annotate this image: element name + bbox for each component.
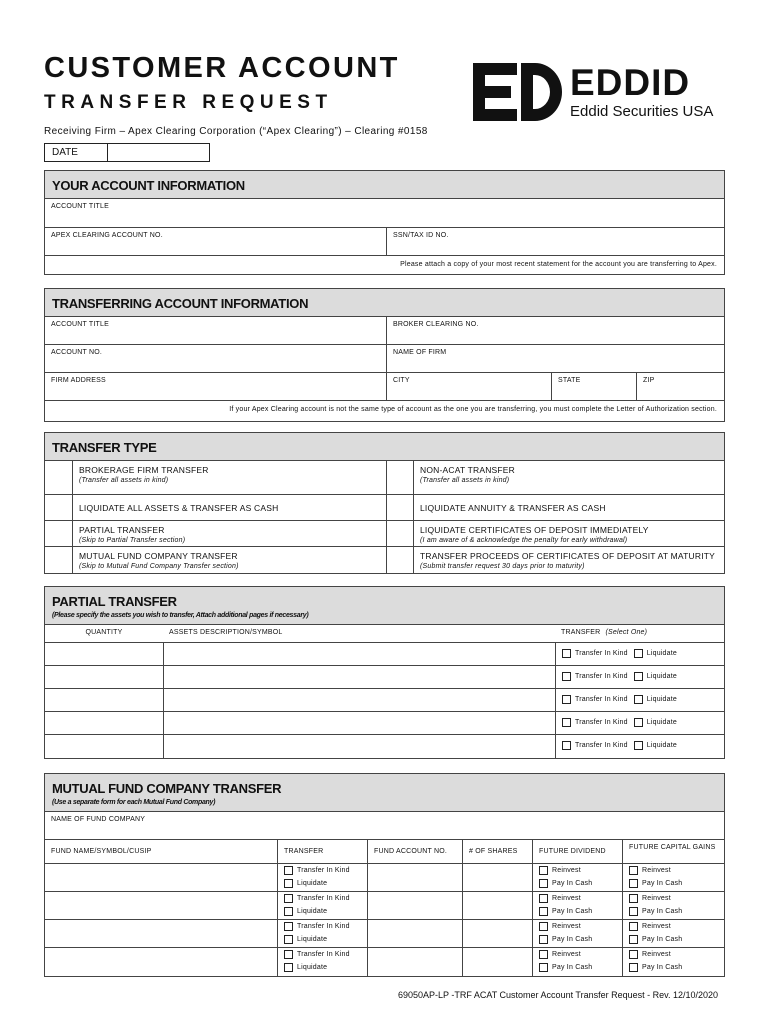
transfer-in-kind-option[interactable] [284,867,350,874]
checkbox[interactable] [284,935,293,944]
fund-name-input[interactable] [45,920,277,947]
mf-transfer-choice [277,864,367,891]
gains-column-header: FUTURE CAPITAL GAINS [622,840,724,863]
fund-account-input[interactable] [367,920,462,947]
checkbox[interactable] [634,649,643,658]
fund-name-input[interactable] [45,864,277,891]
table-row [45,712,724,735]
checkbox[interactable] [539,935,548,944]
checkbox[interactable] [562,718,571,727]
reinvest-option-label: Reinvest [552,867,581,874]
table-row [45,735,724,758]
fund-name-column-header: FUND NAME/SYMBOL/CUSIP [51,848,152,855]
checkbox[interactable] [629,907,638,916]
gains-choice [622,948,726,976]
transfer-type-checkbox[interactable] [386,495,413,520]
firm-name-field[interactable] [386,345,724,372]
table-row [45,666,724,689]
pay-in-cash-option-label: Pay In Cash [642,908,683,915]
pay-in-cash-option[interactable] [539,936,592,943]
fund-account-column-header: FUND ACCOUNT NO. [367,840,462,863]
footer-form-number: 69050AP-LP -TRF ACAT Customer Account Transfer Request - Rev. 12/10/2020 [398,990,718,1000]
checkbox[interactable] [284,866,293,875]
account-title-field[interactable] [45,199,724,228]
authorization-note: If your Apex Clearing account is not the same type of account as the one you are transferring, you must complete the Letter of Authorization section. [229,406,717,413]
liquidate-option-label: Liquidate [297,908,328,915]
checkbox[interactable] [629,935,638,944]
checkbox[interactable] [629,963,638,972]
pay-in-cash-option-label: Pay In Cash [552,908,593,915]
transfer-type-option-label: TRANSFER PROCEEDS OF CERTIFICATES OF DEPOSIT AT MATURITY [420,551,716,561]
pay-in-cash-option-label: Pay In Cash [642,880,683,887]
checkbox[interactable] [562,695,571,704]
checkbox[interactable] [284,907,293,916]
logo-name: EDDID [570,62,691,103]
fund-company-field[interactable] [45,812,724,840]
form-subtitle: TRANSFER REQUEST [44,92,333,113]
transfer-in-kind-option-label: Transfer In Kind [297,867,350,874]
reinvest-option[interactable] [539,867,581,874]
transfer-type-checkbox[interactable] [386,547,413,573]
zip-field[interactable] [636,373,724,400]
checkbox[interactable] [629,866,638,875]
transfer-type-checkbox[interactable] [45,461,72,494]
partial-transfer-heading: PARTIAL TRANSFER [52,594,177,609]
pay-in-cash-option-label: Pay In Cash [642,964,683,971]
mf-transfer-choice [277,948,367,976]
checkbox[interactable] [629,950,638,959]
mutual-fund-sub: (Use a separate form for each Mutual Fund Company) [52,799,216,806]
assets-column-header: ASSETS DESCRIPTION/SYMBOL [169,629,283,636]
table-row [45,689,724,712]
checkbox[interactable] [539,907,548,916]
transfer-select-note: (Select One) [605,629,648,636]
reinvest-option[interactable] [629,867,671,874]
pay-in-cash-option[interactable] [539,964,592,971]
transferring-account-title-field[interactable] [45,317,386,344]
mutual-fund-section [44,773,725,977]
apex-account-label: APEX CLEARING ACCOUNT NO. [51,232,163,239]
transfer-in-kind-option[interactable] [562,742,628,749]
transfer-type-option-note: (Skip to Partial Transfer section) [79,537,186,544]
checkbox[interactable] [629,894,638,903]
checkbox[interactable] [284,963,293,972]
transfer-in-kind-option-label: Transfer In Kind [575,696,628,703]
date-label: DATE [45,144,108,161]
dividend-choice [532,892,622,919]
shares-input[interactable] [462,892,532,919]
reinvest-option-label: Reinvest [552,923,581,930]
checkbox[interactable] [634,718,643,727]
liquidate-option[interactable] [284,936,327,943]
dividend-choice [532,948,622,976]
fund-name-input[interactable] [45,892,277,919]
pay-in-cash-option-label: Pay In Cash [552,936,593,943]
transfer-type-option[interactable] [72,521,386,546]
liquidate-option[interactable] [284,964,327,971]
state-label: STATE [558,377,581,384]
checkbox[interactable] [634,672,643,681]
transfer-in-kind-option-label: Transfer In Kind [575,719,628,726]
mutual-fund-heading: MUTUAL FUND COMPANY TRANSFER [52,781,282,796]
reinvest-option[interactable] [539,923,581,930]
checkbox[interactable] [539,879,548,888]
partial-transfer-section [44,586,725,759]
pay-in-cash-option-label: Pay In Cash [642,936,683,943]
liquidate-option-label: Liquidate [646,719,677,726]
transfer-type-heading: TRANSFER TYPE [45,433,724,461]
liquidate-option[interactable] [634,696,677,703]
reinvest-option-label: Reinvest [642,867,671,874]
partial-transfer-sub: (Please specify the assets you wish to transfer, Attach additional pages if necessary) [52,612,309,619]
transfer-choice [555,712,724,734]
ssn-label: SSN/TAX ID NO. [393,232,449,239]
pay-in-cash-option-label: Pay In Cash [552,964,593,971]
gains-choice [622,892,726,919]
checkbox[interactable] [284,922,293,931]
transfer-in-kind-option[interactable] [284,923,350,930]
transfer-type-checkbox[interactable] [386,521,413,546]
shares-column-header: # OF SHARES [462,840,532,863]
liquidate-option-label: Liquidate [646,696,677,703]
checkbox[interactable] [284,879,293,888]
quantity-input[interactable] [45,643,163,665]
transfer-in-kind-option[interactable] [562,719,628,726]
pay-in-cash-option[interactable] [629,880,682,887]
checkbox[interactable] [539,866,548,875]
reinvest-option-label: Reinvest [642,895,671,902]
transfer-type-option-note: (Transfer all assets in kind) [420,477,510,484]
asset-description-input[interactable] [163,666,555,688]
table-row [45,643,724,666]
liquidate-option-label: Liquidate [646,650,677,657]
transfer-choice [555,666,724,688]
zip-label: ZIP [643,377,655,384]
transfer-in-kind-option[interactable] [284,951,350,958]
transfer-type-option[interactable] [413,461,726,494]
fund-account-input[interactable] [367,864,462,891]
checkbox[interactable] [539,894,548,903]
reinvest-option-label: Reinvest [552,895,581,902]
statement-note: Please attach a copy of your most recent statement for the account you are transferring to Apex. [400,261,717,268]
city-field[interactable] [386,373,551,400]
pay-in-cash-option[interactable] [539,908,592,915]
checkbox[interactable] [562,672,571,681]
asset-description-input[interactable] [163,689,555,711]
transfer-in-kind-option[interactable] [562,650,628,657]
table-row [45,864,724,892]
transfer-in-kind-option-label: Transfer In Kind [297,951,350,958]
pay-in-cash-option[interactable] [539,880,592,887]
date-field[interactable] [44,143,210,162]
transferring-account-no-label: ACCOUNT NO. [51,349,103,356]
transfer-choice [555,643,724,665]
transfer-type-option-note: (Transfer all assets in kind) [79,477,169,484]
reinvest-option-label: Reinvest [552,951,581,958]
liquidate-option-label: Liquidate [297,964,328,971]
transfer-column-label: TRANSFER [561,629,601,636]
apex-account-field[interactable] [45,228,386,255]
mf-transfer-column-header: TRANSFER [277,840,367,863]
transfer-type-option-label: MUTUAL FUND COMPANY TRANSFER [79,551,238,561]
transfer-in-kind-option-label: Transfer In Kind [297,895,350,902]
pay-in-cash-option-label: Pay In Cash [552,880,593,887]
reinvest-option[interactable] [629,923,671,930]
transfer-type-section [44,432,725,574]
transfer-type-checkbox[interactable] [386,461,413,494]
mf-transfer-choice [277,920,367,947]
liquidate-option[interactable] [634,719,677,726]
liquidate-option[interactable] [634,742,677,749]
transfer-type-option[interactable] [413,495,726,520]
liquidate-option[interactable] [634,650,677,657]
state-field[interactable] [551,373,636,400]
transfer-choice [555,735,724,758]
transferring-account-heading: TRANSFERRING ACCOUNT INFORMATION [45,289,724,317]
asset-description-input[interactable] [163,735,555,758]
your-account-heading: YOUR ACCOUNT INFORMATION [45,171,724,199]
checkbox[interactable] [562,649,571,658]
checkbox[interactable] [634,741,643,750]
logo-subtitle: Eddid Securities USA [570,103,714,120]
dividend-column-header: FUTURE DIVIDEND [532,840,622,863]
firm-address-field[interactable] [45,373,386,400]
transfer-type-option[interactable] [413,547,726,573]
dividend-choice [532,920,622,947]
mutual-fund-heading-block [45,774,724,812]
your-account-section [44,170,725,275]
partial-transfer-heading-block [45,587,724,625]
transfer-type-option-label: LIQUIDATE CERTIFICATES OF DEPOSIT IMMEDIATELY [420,525,649,535]
table-row [45,892,724,920]
mf-transfer-choice [277,892,367,919]
transfer-type-option-label: LIQUIDATE ALL ASSETS & TRANSFER AS CASH [79,503,279,513]
transfer-column-header [555,625,724,642]
checkbox[interactable] [284,894,293,903]
liquidate-option-label: Liquidate [297,936,328,943]
checkbox[interactable] [629,922,638,931]
liquidate-option[interactable] [284,880,327,887]
transfer-type-checkbox[interactable] [45,521,72,546]
liquidate-option-label: Liquidate [297,880,328,887]
transfer-type-option-label: NON-ACAT TRANSFER [420,465,516,475]
fund-account-input[interactable] [367,892,462,919]
account-title-label: ACCOUNT TITLE [51,203,109,210]
shares-input[interactable] [462,920,532,947]
gains-choice [622,864,726,891]
firm-name-label: NAME OF FIRM [393,349,447,356]
fund-name-input[interactable] [45,948,277,976]
checkbox[interactable] [539,950,548,959]
firm-address-label: FIRM ADDRESS [51,377,106,384]
liquidate-option-label: Liquidate [646,673,677,680]
checkbox[interactable] [284,950,293,959]
transfer-type-option-note: (Submit transfer request 30 days prior to maturity) [420,563,585,570]
checkbox[interactable] [629,879,638,888]
checkbox[interactable] [634,695,643,704]
quantity-input[interactable] [45,712,163,734]
transfer-in-kind-option-label: Transfer In Kind [575,650,628,657]
transferring-account-no-field[interactable] [45,345,386,372]
transfer-in-kind-option[interactable] [284,895,350,902]
transfer-type-option-label: BROKERAGE FIRM TRANSFER [79,465,209,475]
ssn-field[interactable] [386,228,724,255]
broker-clearing-label: BROKER CLEARING NO. [393,321,479,328]
liquidate-option[interactable] [284,908,327,915]
dividend-choice [532,864,622,891]
transfer-in-kind-option[interactable] [562,696,628,703]
pay-in-cash-option[interactable] [629,936,682,943]
reinvest-option-label: Reinvest [642,951,671,958]
transfer-type-option[interactable] [72,461,386,494]
reinvest-option-label: Reinvest [642,923,671,930]
quantity-column-header: QUANTITY [85,629,123,636]
broker-clearing-field[interactable] [386,317,724,344]
fund-company-label: NAME OF FUND COMPANY [51,816,146,823]
transfer-type-option[interactable] [413,521,726,546]
quantity-input[interactable] [45,735,163,758]
transfer-choice [555,689,724,711]
asset-description-input[interactable] [163,643,555,665]
reinvest-option[interactable] [539,895,581,902]
transfer-type-option-label: PARTIAL TRANSFER [79,525,165,535]
transfer-type-checkbox[interactable] [45,547,72,573]
transfer-in-kind-option[interactable] [562,673,628,680]
pay-in-cash-option[interactable] [629,908,682,915]
transferring-account-section [44,288,725,422]
quantity-input[interactable] [45,689,163,711]
city-label: CITY [393,377,410,384]
transferring-account-title-label: ACCOUNT TITLE [51,321,109,328]
reinvest-option[interactable] [629,951,671,958]
pay-in-cash-option[interactable] [629,964,682,971]
table-row [45,920,724,948]
table-row [45,948,724,976]
reinvest-option[interactable] [539,951,581,958]
liquidate-option-label: Liquidate [646,742,677,749]
transfer-in-kind-option-label: Transfer In Kind [575,742,628,749]
transfer-in-kind-option-label: Transfer In Kind [575,673,628,680]
transfer-in-kind-option-label: Transfer In Kind [297,923,350,930]
shares-input[interactable] [462,948,532,976]
reinvest-option[interactable] [629,895,671,902]
form-title: CUSTOMER ACCOUNT [44,52,400,84]
transfer-type-option[interactable] [72,547,386,573]
checkbox[interactable] [539,963,548,972]
transfer-type-option-label: LIQUIDATE ANNUITY & TRANSFER AS CASH [420,503,606,513]
transfer-type-option-note: (I am aware of & acknowledge the penalty for early withdrawal) [420,537,628,544]
transfer-type-checkbox[interactable] [45,495,72,520]
asset-description-input[interactable] [163,712,555,734]
receiving-firm-text: Receiving Firm – Apex Clearing Corporation (“Apex Clearing”) – Clearing #0158 [44,126,428,137]
transfer-type-option[interactable] [72,495,386,520]
fund-account-input[interactable] [367,948,462,976]
shares-input[interactable] [462,864,532,891]
gains-choice [622,920,726,947]
quantity-input[interactable] [45,666,163,688]
checkbox[interactable] [562,741,571,750]
checkbox[interactable] [539,922,548,931]
liquidate-option[interactable] [634,673,677,680]
transfer-type-option-note: (Skip to Mutual Fund Company Transfer section) [79,563,239,570]
